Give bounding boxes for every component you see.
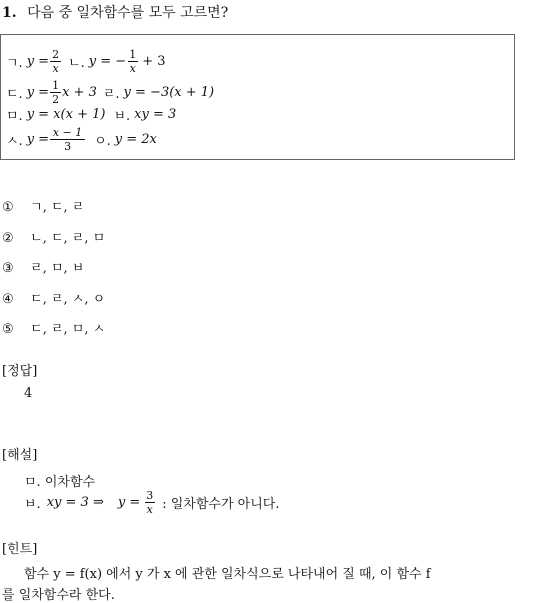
fraction-numerator: 1 xyxy=(129,47,137,61)
item-label-mieum: ㅁ. xyxy=(6,108,23,124)
choice-4[interactable] xyxy=(2,288,105,307)
answer-header: [정답] xyxy=(2,364,38,379)
fraction-numerator: 1 xyxy=(52,78,60,92)
choice-text: ㄱ, ㄷ, ㄹ xyxy=(30,200,85,215)
item-label-digeut: ㄷ. xyxy=(6,86,23,102)
choice-5[interactable] xyxy=(2,318,105,337)
item-eq-nieun-post: + 3 xyxy=(142,53,166,69)
answer-value: 4 xyxy=(24,386,33,401)
item-label-rieul: ㄹ. xyxy=(102,86,120,102)
choice-text: ㄹ, ㅁ, ㅂ xyxy=(30,261,85,276)
choice-number: ③ xyxy=(2,261,14,276)
explanation-tail: : 일차함수가 아니다. xyxy=(162,496,280,512)
item-label-bieup: ㅂ. xyxy=(113,108,131,124)
item-eq-mieum: y = x(x + 1) xyxy=(26,106,106,122)
choice-text: ㄴ, ㄷ, ㄹ, ㅁ xyxy=(30,231,106,246)
box-row-3 xyxy=(6,105,176,123)
fraction-siot xyxy=(50,127,85,152)
item-eq-digeut-pre: y = xyxy=(26,84,50,100)
fraction-denominator: x xyxy=(129,61,136,75)
hint-header: [힌트] xyxy=(2,542,38,557)
box-row-2 xyxy=(6,80,214,104)
fraction-denominator: 3 xyxy=(50,139,85,152)
choice-number: ④ xyxy=(2,292,14,307)
explanation-fraction xyxy=(144,490,155,515)
fraction-denominator: x xyxy=(52,61,59,75)
explanation-line-2 xyxy=(24,484,279,520)
question-text: 다음 중 일차함수를 모두 고르면? xyxy=(27,5,229,21)
explanation-line-1: ㅁ. 이차함수 xyxy=(24,475,96,490)
question-number: 1. xyxy=(2,5,17,21)
item-eq-nieun-pre: y = − xyxy=(88,53,127,69)
item-label-ieung: ㅇ. xyxy=(94,133,111,149)
choice-number: ② xyxy=(2,231,14,246)
explanation-header: [해설] xyxy=(2,448,38,463)
fraction-digeut xyxy=(50,80,61,105)
choice-text: ㄷ, ㄹ, ㅁ, ㅅ xyxy=(30,322,106,337)
box-row-4 xyxy=(6,122,157,156)
fraction-numerator: x − 1 xyxy=(52,125,83,139)
item-eq-siot-pre: y = xyxy=(26,131,50,147)
choice-text: ㄷ, ㄹ, ㅅ, ㅇ xyxy=(30,292,106,307)
choice-3[interactable] xyxy=(2,257,84,276)
explanation-label-bieup: ㅂ. xyxy=(24,496,41,512)
item-eq-rieul: y = −3(x + 1) xyxy=(123,84,215,100)
fraction-numerator: 3 xyxy=(146,488,154,502)
hint-line-1: 함수 y = f(x) 에서 y 가 x 에 관한 일차식으로 나타내어 질 때, 이 함수 f xyxy=(24,567,431,582)
item-label-nieun: ㄴ. xyxy=(68,55,85,71)
item-label-giyeok: ㄱ. xyxy=(6,55,23,71)
fraction-denominator: 2 xyxy=(52,92,60,106)
item-eq-bieup: xy = 3 xyxy=(134,106,177,122)
item-eq-ieung: y = 2x xyxy=(114,131,157,147)
explanation-eq-2: y = xyxy=(117,494,141,510)
fraction-nieun xyxy=(127,49,138,74)
choice-2[interactable] xyxy=(2,227,105,246)
box-row-1 xyxy=(6,44,165,78)
question-line xyxy=(2,2,228,22)
fraction-giyeok xyxy=(50,49,61,74)
item-eq-giyeok-pre: y = xyxy=(26,53,50,69)
fraction-numerator: 2 xyxy=(52,47,60,61)
choice-number: ⑤ xyxy=(2,322,14,337)
item-eq-digeut-post: x + 3 xyxy=(62,84,97,100)
fraction-denominator: x xyxy=(146,502,153,516)
item-label-siot: ㅅ. xyxy=(6,133,23,149)
explanation-eq: xy = 3 ⇒ xyxy=(46,494,104,510)
hint-line-2: 를 일차함수라 한다. xyxy=(2,588,115,603)
choice-1[interactable] xyxy=(2,196,84,215)
choice-number: ① xyxy=(2,200,14,215)
